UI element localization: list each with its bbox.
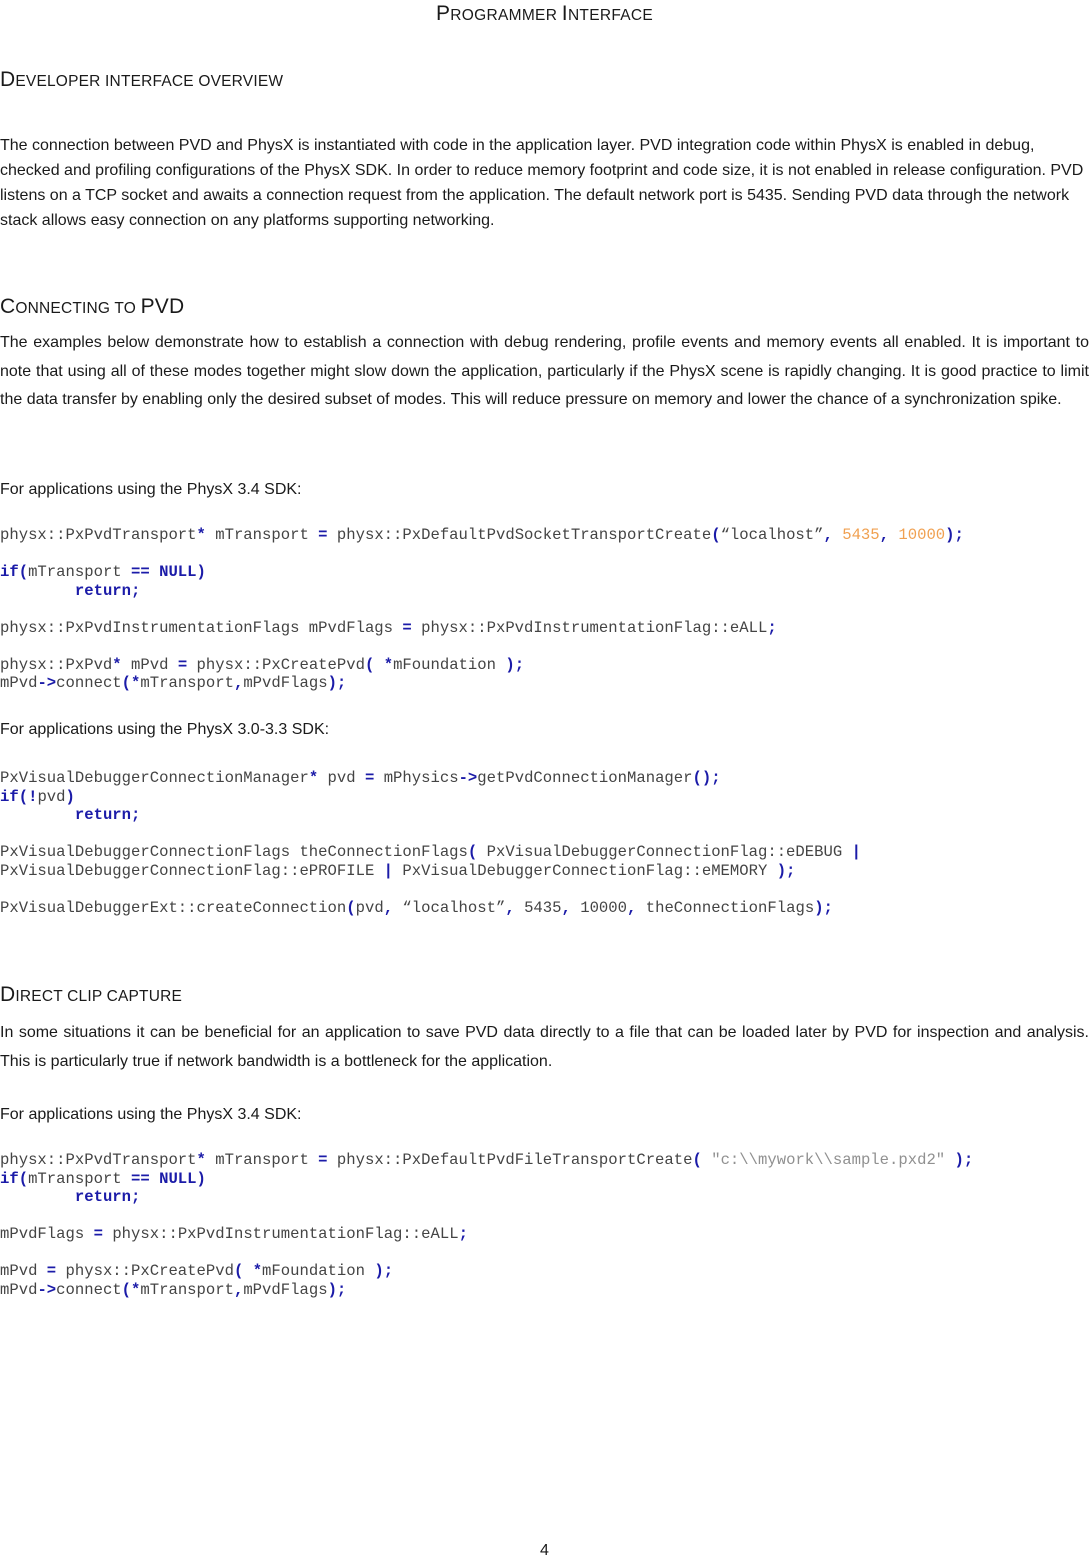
heading-direct-clip-capture: DIRECT CLIP CAPTURE xyxy=(0,983,183,1006)
page-title: PROGRAMMER INTERFACE xyxy=(435,2,654,25)
code-block-pvd-34: physx::PxPvdTransport* mTransport = physx::PxDefaultPvdSocketTransportCreate(“localhost”, 5435, 10000); if(mTransport == NULL) return; physx::PxPvdInstrumentationFlags mPvdFlags = physx::PxPvdInstrumentationFlag::eALL; physx::PxPvd* mPvd = physx::PxCreatePvd( *mFoundation ); mPvd->connect(*mTransport,mPvdFlags); xyxy=(0,526,964,692)
connecting-paragraph: The examples below demonstrate how to establish a connection with debug rendering, profile events and memory events all enabled. It is important to note that using all of these modes together might slow down the application, particularly if the PhysX scene is rapidly changing. It is good practice to limit the data transfer by enabling only the desired subset of modes. This will reduce pressure on memory and lower the chance of a synchronization spike. xyxy=(0,334,1089,408)
lead-physx-30-33: For applications using the PhysX 3.0-3.3 SDK: xyxy=(0,721,330,738)
overview-paragraph: The connection between PVD and PhysX is instantiated with code in the application layer. PVD integration code within PhysX is enabled in debug, checked and profiling configurations of the PhysX SDK. In order to reduce memory footprint and code size, it is not enabled in release configuration. PVD listens on a TCP socket and awaits a connection request from the application. The default network port is 5435. Sending PVD data through the network stack allows easy connection on any platforms supporting networking. xyxy=(0,137,1084,229)
lead-physx-34: For applications using the PhysX 3.4 SDK: xyxy=(0,481,302,498)
direct-paragraph: In some situations it can be beneficial for an application to save PVD data directly to a file that can be loaded later by PVD for inspection and analysis. This is particularly true if network bandwidth is a bottleneck for the application. xyxy=(0,1024,1089,1070)
page-number: 4 xyxy=(540,1542,549,1559)
heading-connecting-to-pvd: CONNECTING TO PVD xyxy=(0,295,185,318)
heading-developer-interface-overview: DEVELOPER INTERFACE OVERVIEW xyxy=(0,68,284,91)
code-block-file-capture: physx::PxPvdTransport* mTransport = physx::PxDefaultPvdFileTransportCreate( "c:\\mywork\\sample.pxd2" ); if(mTransport == NULL) return; mPvdFlags = physx::PxPvdInstrumentationFlag::eALL; mPvd = physx::PxCreatePvd( *mFoundation ); mPvd->connect(*mTransport,mPvdFlags); xyxy=(0,1151,974,1299)
lead-physx-34-file: For applications using the PhysX 3.4 SDK: xyxy=(0,1106,302,1123)
code-block-pvd-30-33: PxVisualDebuggerConnectionManager* pvd = mPhysics->getPvdConnectionManager(); if(!pvd) return; PxVisualDebuggerConnectionFlags theConnectionFlags( PxVisualDebuggerConnectionFlag::eDEBUG | PxVisualDebuggerConnectionFlag::ePROFILE | PxVisualDebuggerConnectionFlag::eMEMORY ); PxVisualDebuggerExt::createConnection(pvd, “localhost”, 5435, 10000, theConnectionFlags); xyxy=(0,769,861,917)
